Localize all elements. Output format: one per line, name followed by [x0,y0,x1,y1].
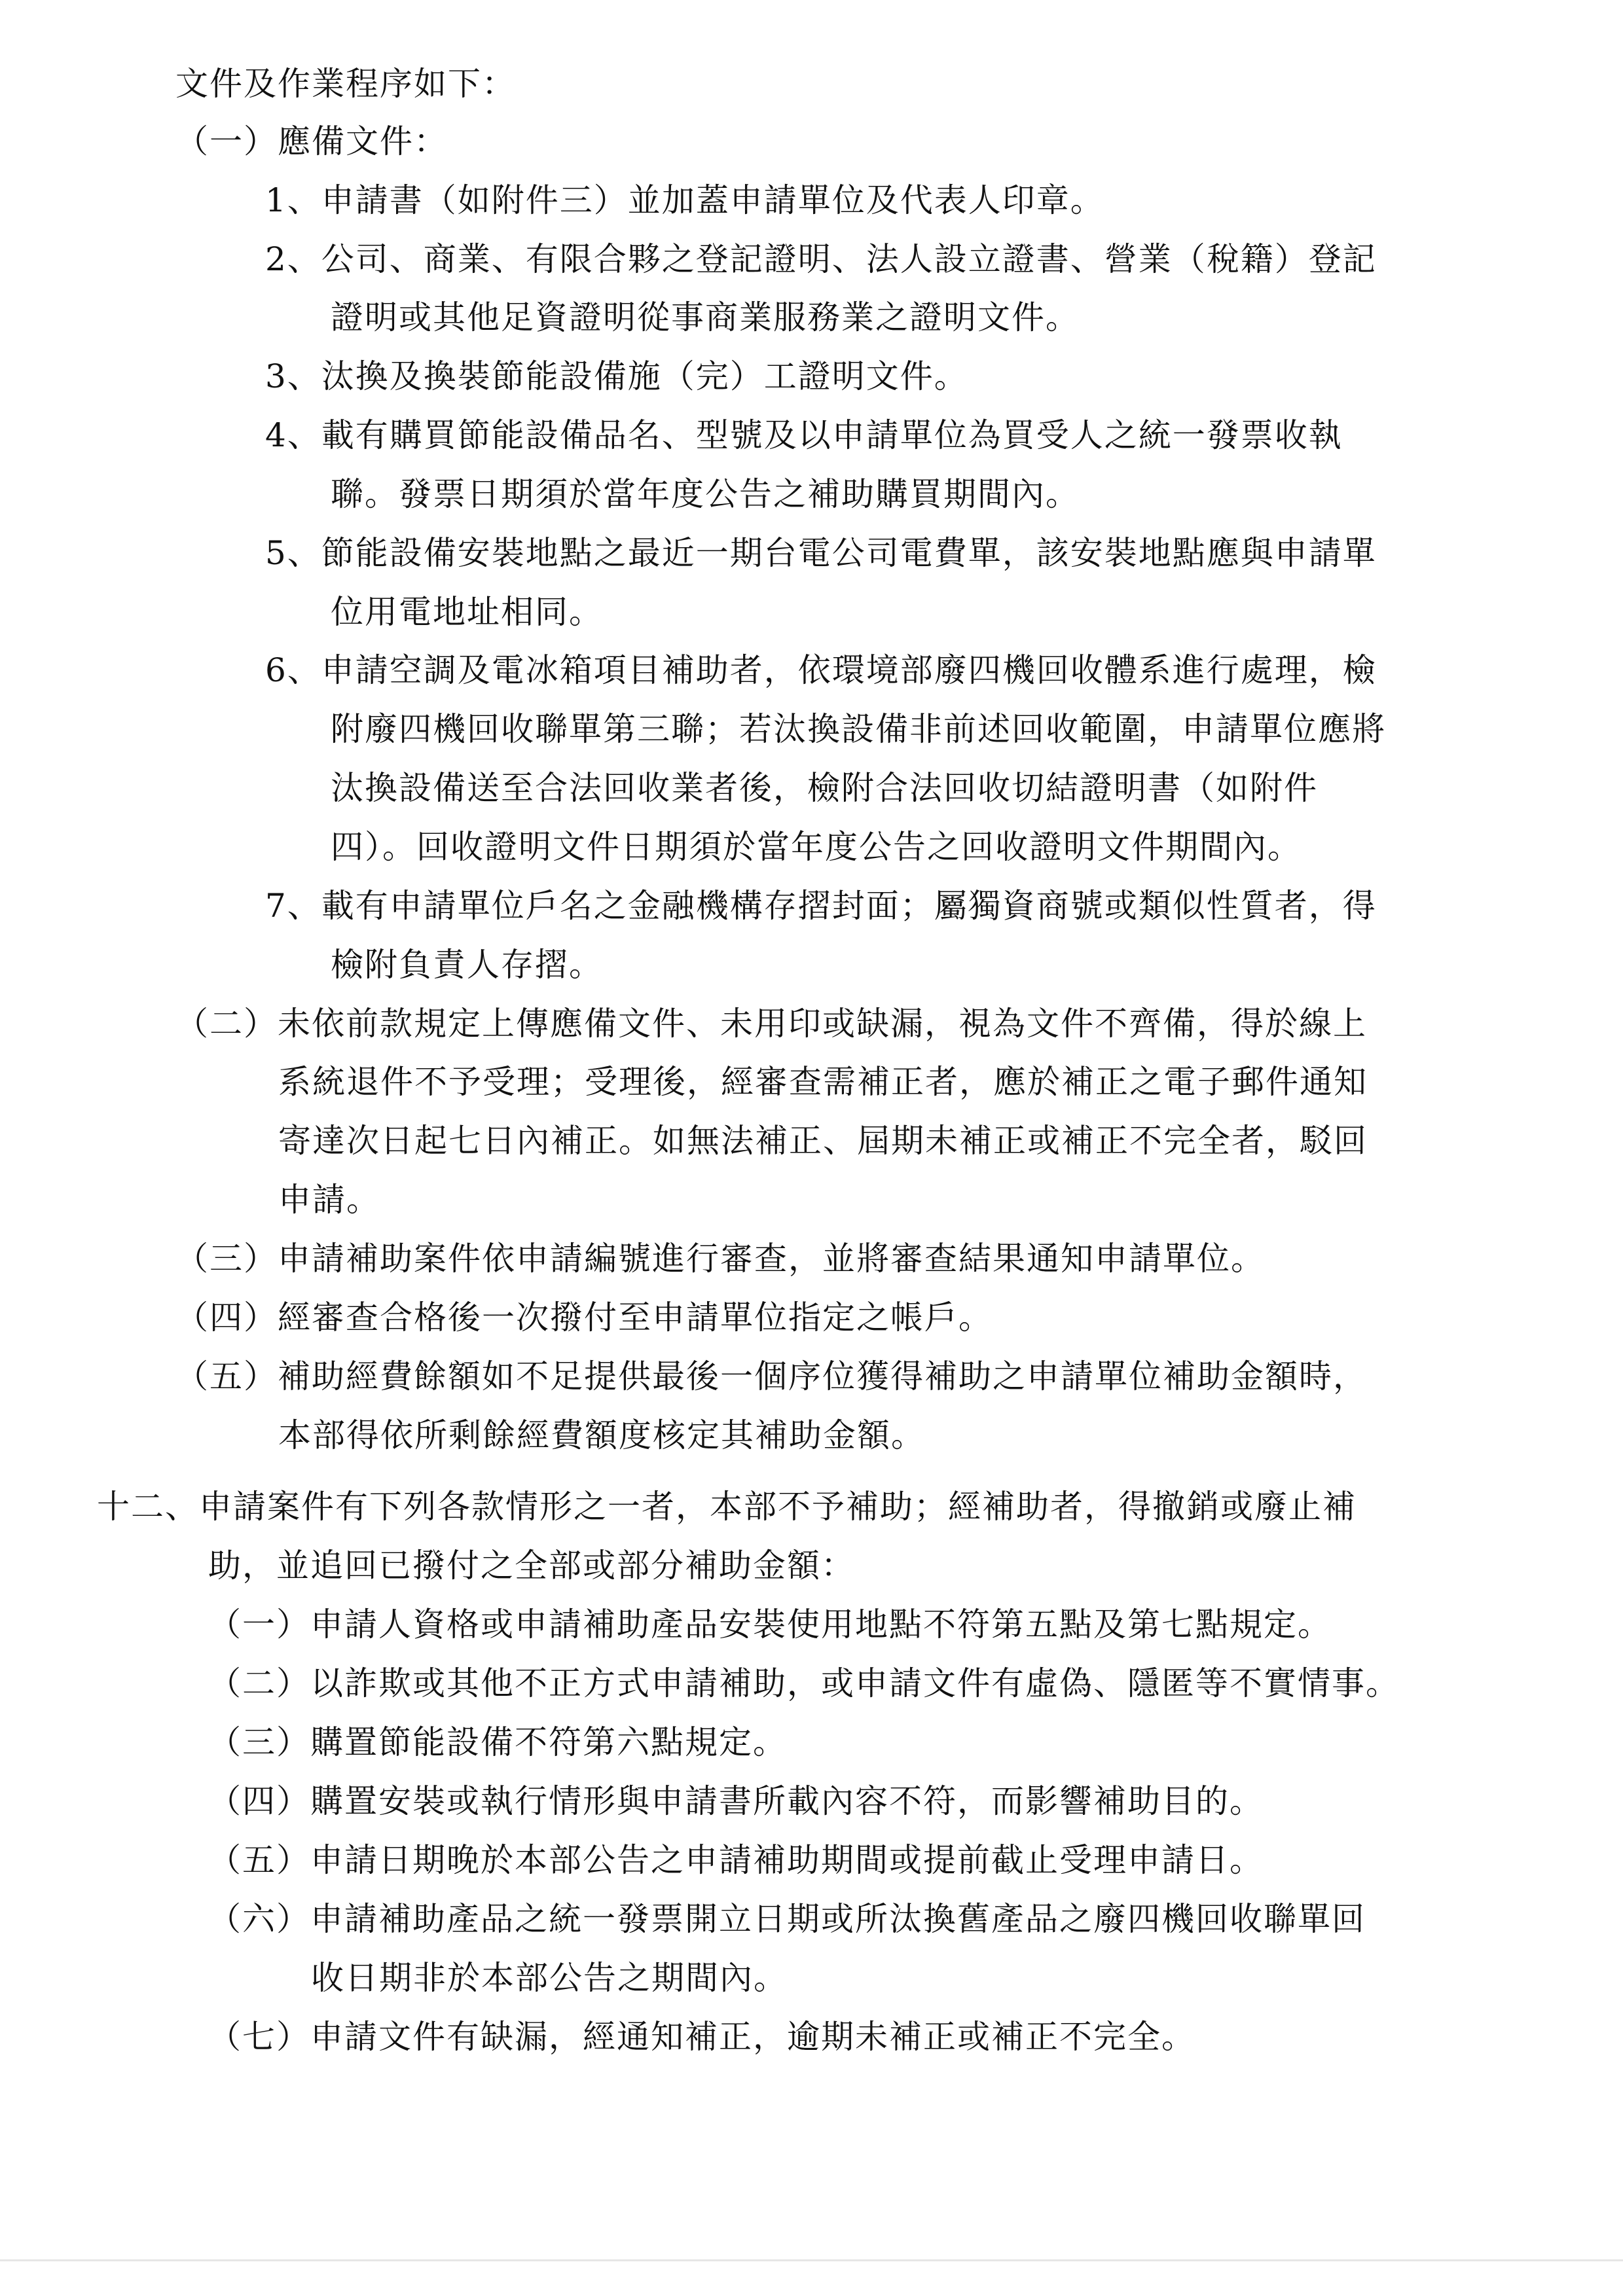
sec1-heading: （一）應備文件： [175,122,448,160]
scan-edge-line [0,2259,1623,2261]
article-12-clause-4: （四）購置安裝或執行情形與申請書所載內容不符，而影響補助目的。 [208,1782,1264,1820]
sec1-item-5-line-1: 5、節能設備安裝地點之最近一期台電公司電費單，該安裝地點應與申請單 [265,534,1377,572]
article-12-clause-7: （七）申請文件有缺漏，經通知補正，逾期未補正或補正不完全。 [208,2018,1195,2056]
article-12-clause-5: （五）申請日期晚於本部公告之申請補助期間或提前截止受理申請日。 [208,1841,1264,1879]
sec4-line: （四）經審查合格後一次撥付至申請單位指定之帳戶。 [175,1299,993,1336]
article-12-line-2: 助，並追回已撥付之全部或部分補助金額： [208,1547,855,1585]
sec3-line: （三）申請補助案件依申請編號進行審查，並將審查結果通知申請單位。 [175,1240,1265,1278]
sec1-item-3: 3、汰換及換裝節能設備施（完）工證明文件。 [265,357,968,395]
sec2-line-3: 寄達次日起七日內補正。如無法補正、屆期未補正或補正不完全者，駁回 [278,1122,1368,1160]
sec1-item-1: 1、申請書（如附件三）並加蓋申請單位及代表人印章。 [265,181,1104,219]
sec2-line-1: （二）未依前款規定上傳應備文件、未用印或缺漏，視為文件不齊備，得於線上 [175,1005,1367,1043]
sec2-line-2: 系統退件不予受理；受理後，經審查需補正者，應於補正之電子郵件通知 [278,1063,1368,1101]
sec1-item-2-line-1: 2、公司、商業、有限合夥之登記證明、法人設立證書、營業（稅籍）登記 [265,240,1377,278]
sec1-item-2-line-2: 證明或其他足資證明從事商業服務業之證明文件。 [331,298,1080,336]
article-12-clause-1: （一）申請人資格或申請補助產品安裝使用地點不符第五點及第七點規定。 [208,1605,1332,1643]
sec1-item-7-line-2: 檢附負責人存摺。 [331,946,603,984]
sec5-line-2: 本部得依所剩餘經費額度核定其補助金額。 [278,1416,925,1454]
sec1-item-6-line-3: 汰換設備送至合法回收業者後，檢附合法回收切結證明書（如附件 [331,769,1318,807]
article-12-line-1: 十二、申請案件有下列各款情形之一者，本部不予補助；經補助者，得撤銷或廢止補 [97,1488,1357,1526]
sec1-item-7-line-1: 7、載有申請單位戶名之金融機構存摺封面；屬獨資商號或類似性質者，得 [265,887,1377,925]
sec1-item-6-line-4: 四）。回收證明文件日期須於當年度公告之回收證明文件期間內。 [331,828,1302,866]
intro-line: 文件及作業程序如下： [175,65,516,103]
article-12-clause-2: （二）以詐欺或其他不正方式申請補助，或申請文件有虛偽、隱匿等不實情事。 [208,1664,1400,1702]
sec1-item-6-line-2: 附廢四機回收聯單第三聯；若汰換設備非前述回收範圍，申請單位應將 [331,710,1386,748]
sec1-item-6-line-1: 6、申請空調及電冰箱項目補助者，依環境部廢四機回收體系進行處理，檢 [265,651,1377,689]
article-12-clause-6-line-2: 收日期非於本部公告之期間內。 [311,1959,788,1997]
sec2-line-4: 申請。 [278,1181,380,1219]
sec5-line-1: （五）補助經費餘額如不足提供最後一個序位獲得補助之申請單位補助金額時， [175,1357,1367,1395]
sec1-item-4-line-2: 聯。發票日期須於當年度公告之補助購買期間內。 [331,475,1080,513]
sec1-item-4-line-1: 4、載有購買節能設備品名、型號及以申請單位為買受人之統一發票收執 [265,416,1343,454]
article-12-clause-6-line-1: （六）申請補助產品之統一發票開立日期或所汰換舊產品之廢四機回收聯單回 [208,1900,1366,1938]
sec1-item-5-line-2: 位用電地址相同。 [331,593,603,631]
article-12-clause-3: （三）購置節能設備不符第六點規定。 [208,1723,787,1761]
